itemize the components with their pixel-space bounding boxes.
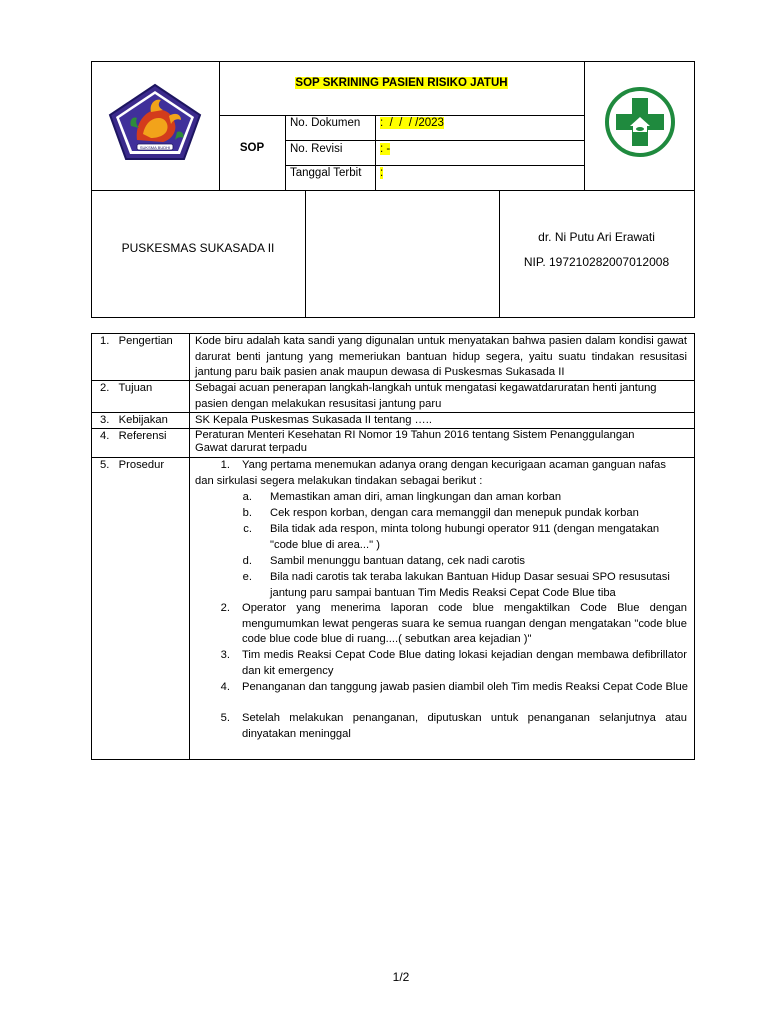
row-text-referensi: Peraturan Menteri Kesehatan RI Nomor 19 Tahun 2016 tentang Sistem Penanggulangan Gawat darurat terpadu xyxy=(195,429,635,454)
field-label-no-dokumen: No. Dokumen xyxy=(290,117,361,129)
row-label-referensi: 4. Referensi xyxy=(100,430,167,442)
row-text-kebijakan: SK Kepala Puskesmas Sukasada II tentang ….. xyxy=(195,414,432,426)
field-value-no-dokumen: : / / / /2023 xyxy=(380,117,444,129)
row-label-tujuan: 2. Tujuan xyxy=(100,382,153,394)
step-number: 2. xyxy=(220,602,230,614)
field-label-no-revisi: No. Revisi xyxy=(290,143,343,155)
signer-nip: NIP. 197210282007012008 xyxy=(523,255,670,269)
row-text-pengertian: Kode biru adalah kata sandi yang digunalan untuk menyatakan bahwa pasien dalam kondisi gawat darurat benti jantung yang memeriukan bantuan hidup segera, yaitu suatu tindakan resusitasi jantung paru baik pasien anak maupun dewasa di Puskesmas Sukasada II xyxy=(195,335,687,378)
step-text: Setelah melakukan penanganan, diputuskan untuk penanganan selanjutnya atau dinyatakan meninggal xyxy=(242,712,687,740)
emblem-banner-text: SUKSMA BUDHI xyxy=(139,145,171,150)
sop-label: SOP xyxy=(239,142,265,154)
step-number: 3. xyxy=(220,649,230,661)
substep-text: Bila tidak ada respon, minta tolong hubungi operator 911 (dengan mengatakan "code blue di area..." ) xyxy=(270,523,660,551)
step-number: 4. xyxy=(220,681,230,693)
row-label-prosedur: 5. Prosedur xyxy=(100,459,165,471)
bali-regency-emblem-icon xyxy=(107,82,203,162)
substep-text: Sambil menunggu bantuan datang, cek nadi carotis xyxy=(270,555,525,567)
row-label-kebijakan: 3. Kebijakan xyxy=(100,414,168,426)
step-number: 5. xyxy=(220,712,230,724)
field-value-no-revisi: : - xyxy=(380,143,391,155)
field-label-tanggal-terbit: Tanggal Terbit xyxy=(290,167,362,179)
step-text: Yang pertama menemukan adanya orang dengan kecurigaan acaman ganguan nafas xyxy=(242,459,666,471)
field-value-tanggal-terbit: : xyxy=(380,167,384,179)
substep-text: Cek respon korban, dengan cara memanggil dan menepuk pundak korban xyxy=(270,507,639,519)
signer-name: dr. Ni Putu Ari Erawati xyxy=(538,230,655,244)
institution-name: PUSKESMAS SUKASADA II xyxy=(121,241,275,255)
substep-text: Memastikan aman diri, aman lingkungan dan aman korban xyxy=(270,491,562,503)
row-text-tujuan: Sebagai acuan penerapan langkah-langkah untuk mengatasi kegawatdaruratan henti jantung pasien dengan melakukan resusitasi jantung paru xyxy=(195,382,657,410)
step-text: Operator yang menerima laporan code blue mengaktilkan Code Blue dengan mengumumkan lewat pengeras suara ke semua ruangan dengan mengatakan "code blue code blue code blue di ruang....( sebutkan area kejadian )" xyxy=(242,602,687,645)
step-number: 1. xyxy=(220,459,230,471)
substep-letter: e. xyxy=(242,571,252,583)
step-text-continued: dan sirkulasi segera melakukan tindakan sebagai berikut : xyxy=(195,475,483,487)
page-title: SOP SKRINING PASIEN RISIKO JATUH xyxy=(295,77,508,89)
substep-text: Bila nadi carotis tak teraba lakukan Bantuan Hidup Dasar sesuai SPO resusutasi jantung paru sampai bantuan Tim Medis Reaksi Cepat Code Blue tiba xyxy=(270,571,670,599)
puskesmas-cross-icon xyxy=(604,86,676,158)
row-label-pengertian: 1. Pengertian xyxy=(100,335,173,347)
substep-letter: c. xyxy=(243,523,252,535)
substep-letter: b. xyxy=(242,507,252,519)
step-text: Tim medis Reaksi Cepat Code Blue dating lokasi kejadian dengan membawa defibrillator dan kit emergency xyxy=(242,649,687,677)
substep-letter: d. xyxy=(242,555,252,567)
substep-letter: a. xyxy=(242,491,252,503)
page-number: 1/2 xyxy=(392,970,410,984)
step-text: Penanganan dan tanggung jawab pasien diambil oleh Tim medis Reaksi Cepat Code Blue xyxy=(242,681,688,693)
